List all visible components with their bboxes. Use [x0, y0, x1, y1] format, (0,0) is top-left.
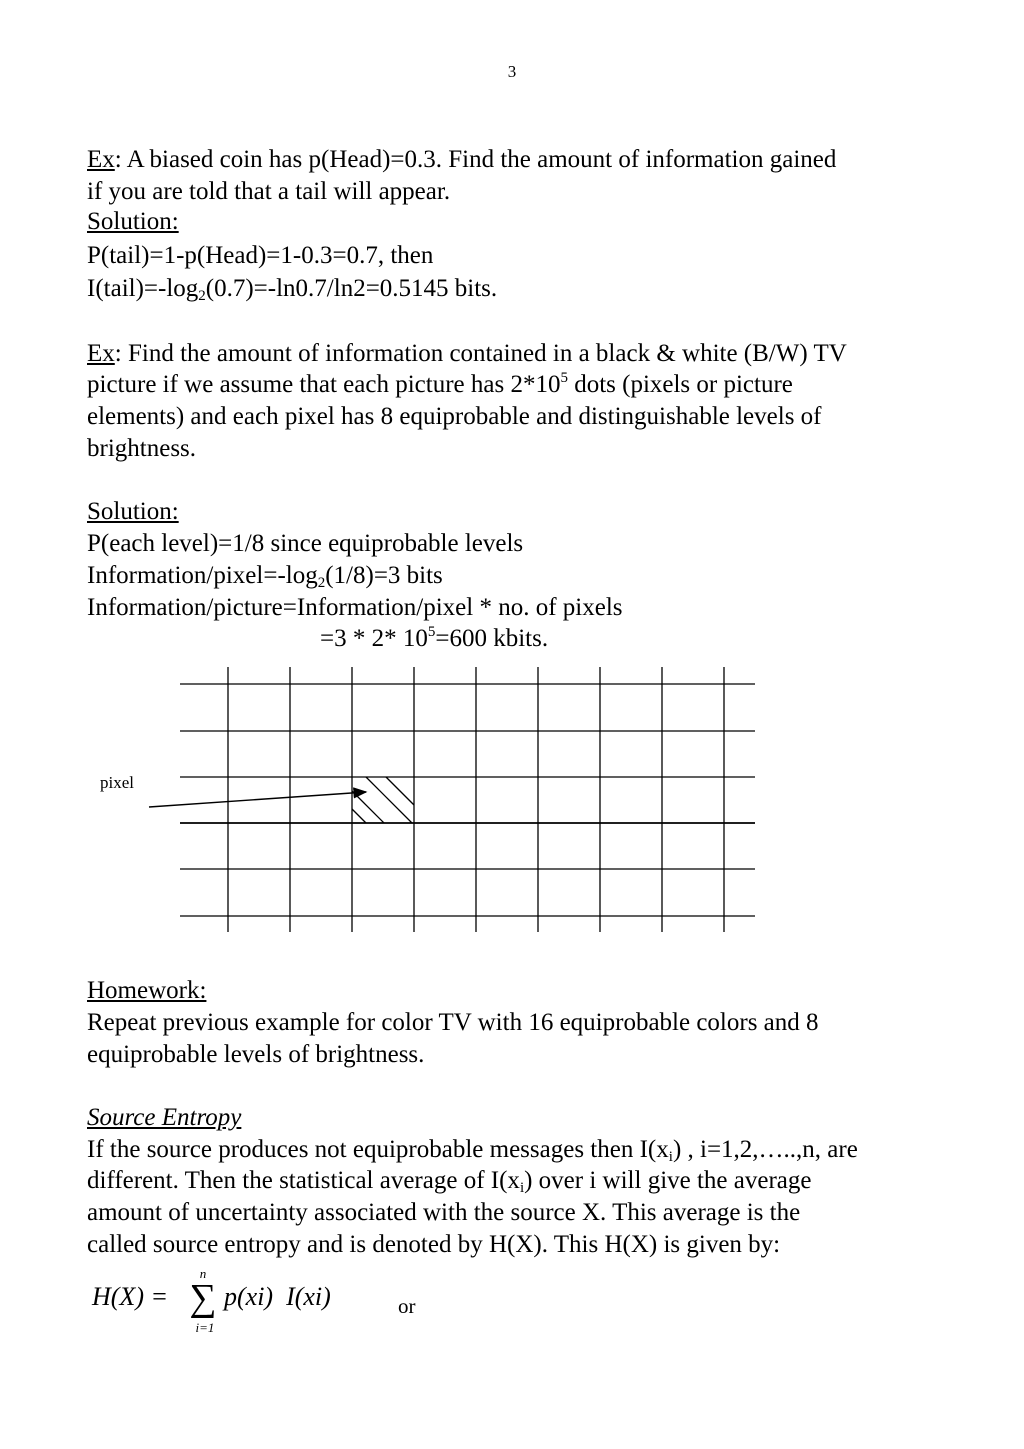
entropy-title: Source Entropy: [87, 1104, 242, 1131]
ex2-line4: brightness.: [87, 435, 197, 462]
entropy-line3: amount of uncertainty associated with the source X. This average is the: [87, 1199, 801, 1226]
ex1-solution-line2: $I(tail)=-\log_2(0.7)=-\ln 0.7/\ln 2=0.5145$ bits.: [87, 275, 498, 304]
formula-lhs: H(X) =: [92, 1282, 169, 1311]
ex1-line2: if you are told that a tail will appear.: [87, 178, 451, 205]
ex2-label: Ex: [87, 340, 115, 367]
pixel-label: pixel: [100, 773, 134, 792]
formula-lower-limit: i=1: [195, 1320, 215, 1335]
page-number: 3: [507, 62, 517, 81]
pixel-arrow: [149, 792, 366, 807]
ex2-solution-line4: =3 * 2* $10^5=600$ kbits.: [320, 624, 549, 652]
ex2-solution-line3: Information/picture=Information/pixel * no. of pixels: [87, 594, 623, 621]
ex2-line2: picture if we assume that each picture has $2*10^5$ dots (pixels or picture: [87, 370, 793, 398]
entropy-line1: If the source produces not equiprobable messages then $I(x_i)$ , i=1,2,…..,n, are: [87, 1136, 858, 1165]
ex1-line1: Ex: A biased coin has p(Head)=0.3. Find the amount of information gained: [87, 146, 837, 173]
ex2-line1: Ex: Find the amount of information contained in a black & white (B/W) TV: [87, 340, 847, 367]
ex2-solution-line2: Information/$pixel=-\log_2(1/8)=3$ bits: [87, 562, 443, 591]
homework-line1: Repeat previous example for color TV with 16 equiprobable colors and 8: [87, 1009, 819, 1036]
ex1-solution-label: Solution:: [87, 208, 179, 235]
pixel-grid-figure: [0, 660, 1024, 940]
homework-line2: equiprobable levels of brightness.: [87, 1041, 425, 1068]
formula-upper-limit: n: [199, 1266, 207, 1281]
entropy-line2: different. Then the statistical average of $I(x_i)$ over i will give the average: [87, 1167, 812, 1196]
ex1-label: Ex: [87, 146, 115, 173]
formula-or: or: [398, 1294, 416, 1318]
highlighted-pixel: [352, 777, 414, 823]
ex2-line3: elements) and each pixel has 8 equiprobable and distinguishable levels of: [87, 403, 822, 430]
formula-rhs: p(xi) I(xi): [224, 1282, 331, 1311]
ex2-solution-label: Solution:: [87, 498, 179, 525]
homework-label: Homework:: [87, 977, 207, 1004]
ex1-solution-line1: P(tail)=1-p(Head)=1-0.3=0.7, then: [87, 242, 434, 269]
formula-sigma: ∑: [189, 1277, 217, 1319]
ex2-solution-line1: P(each level)=1/8 since equiprobable levels: [87, 530, 524, 557]
entropy-line4: called source entropy and is denoted by H(X). This H(X) is given by:: [87, 1231, 781, 1258]
